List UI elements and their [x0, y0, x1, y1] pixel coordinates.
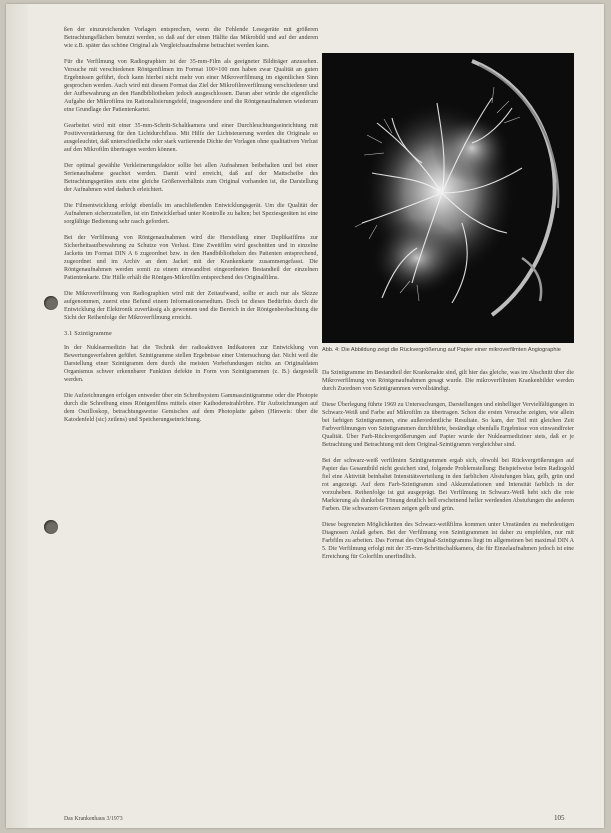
- punch-hole-top: [44, 296, 58, 310]
- paragraph: Für die Verfilmung von Radiographien ist der 35-mm-Film als geeigneter Bildträger anzusehen. Versuche mit verschiedenen Röntgenfilmen im Format 100×100 mm haben zwar Qualität an guten Ergebnissen geführt, doch kann hierbei nicht mehr von einer Mikroverfilmung im eigentlichen Sinn gesprochen werden. Auch wird mit diesem Format das Ziel der Mikrofilmverfilmung verschiedener und der Aufbewahrung an den Handbibliotheken jedoch ausgeschlossen. Daran aber würde die eigentliche Aufgabe der Mikrofilms im Rationalisierungsfeld, insgesondere und die Röntgenaufnahmen wiederum eine Grundlage der Patientenkartei.: [64, 59, 318, 113]
- paragraph: Bei der schwarz-weiß verfilmten Szintigrammen ergab sich, obwohl bei Rückvergrößerungen auf Papier das Gesamtbild nicht gesichert sind, folgende Problemstellung: Beispielweise beim Radiogold fiel eine Aktivität beinhaltet Intensitätsverteilung in den farblichen Abstufungen blau, gelb, grün und rot angezeigt. Auf dem Farb-Szintigramm sind Akkumulationen und Intensität farblich in der vorzuheben. Reihenfolge ist gut ausgeprägt. Bei Verfilmung in Schwarz-Weiß hebt sich die rote Markierung als dunkelste Tönung deutlich hell erscheinend heller werdenden Abstufungen die anderen Farben. Die schwarzen Grenzen zeigen gelb und grün.: [322, 458, 574, 512]
- journal-footer: Das Krankenhaus 3/1973: [64, 816, 123, 822]
- paragraph: In der Nuklearmedizin hat die Technik der radioaktiven Indikatoren zur Entwicklung von Bewertungsverfahren geführt. Szintigramme stellen Ergebnisse einer Untersuchung dar. Nicht weil die Darstellung einer Szintigramm dem durch die meisten Vorbefundungen nichts an Originaldaten Organismus schwer erkennbarer Funktion defekte in Form von Szintigrammen (z. B.) dargestellt werden.: [64, 345, 318, 383]
- paragraph: Die Mikroverfilmung von Radiographien wird mit der Zeitaufwand, sollte er auch nur als Skizze aufgenommen, zuerst eine Befund einem Informationsmedium. Doch ist dieses Bedürfnis durch die Entwicklung der Elektronik zuverlässig als gewonnen und die Bereich in der Röntgenbeobachtung die Sicht der Reihenfolge der Mikroverfilmung erreicht.: [64, 291, 318, 321]
- figure-caption: Abb. 4: Die Abbildung zeigt die Rückvergrößerung auf Papier einer mikroverfilmten Angiographie: [322, 347, 561, 353]
- document-page: [6, 4, 604, 828]
- paragraph: Diese Überlegung führte 1969 zu Untersuchungen, Darstellungen und einhelliger Vervielfältigungen in Schwarz-Weiß und Farbe auf Mikrofilm zu übertragen. Schon die ersten Versuche zeigten, wie allein bei farbigen Szintigrammen, eine außerordentliche Resultate. So kam, der Teil mit gleichen Zeit Farbverfilmungen von Szintigrammen durchführte, beständige ebenfalls Ergebnisse von einwandfreier Qualität. Über Farb-Rückvergrößerungen auf Papier wurde der Nuklearmediziner stets, daß er je Betrachtung und Betrachtung mit dem Original-Szintigramm vergleichbar sind.: [322, 402, 574, 448]
- paragraph: Der optimal gewählte Verkleinerungsfaktor sollte bei allen Aufnahmen beibehalten und bei einer Serienaufnahme geachtet werden. Damit wird erreicht, daß auf der Mattscheibe des Betrachtungsgerätes stets eine gleiche Größenverhältnis zum Original vorhanden ist, die Darstellung der Aufnahmen wird dadurch erleichtert.: [64, 163, 318, 193]
- section-heading: 3.1 Szintigramme: [64, 330, 112, 337]
- left-column: [64, 26, 318, 432]
- page-number: 105: [554, 814, 565, 822]
- paragraph: Bei der Verfilmung von Röntgenaufnahmen wird die Herstellung einer Duplikatfilms zur Sicherheitsaufbewahrung zu Schutze von Verlust. Eine Zweitfilm wird geschnitten und in einzelne Jacketts im Format DIN A 6 zugeordnet bzw. in den Handbibliotheken des Patienten entsprechend, zugeordnet und im Archiv an dem Jacket mit der Krankenkarte zusammengefasst. Die Röntgenaufnahmen werden somit zu einem einwandfrei eingeordneten Bestandteil der einzelnen Patientenkarte. Die Hülle erhält die Röntgen-Mikrofilm entsprechend des Originalfilms.: [64, 235, 318, 281]
- angiography-figure: [322, 53, 574, 343]
- paragraph: Die Filmentwicklung erfolgt ebenfalls im anschließenden Entwicklungsgerät. Um die Qualität der Aufnahmen sicherzustellen, ist ein Entwicklerbad unter Kontrolle zu halten; bei Speziesgeräten ist eine sorgfältige Bedienung sehr rasch gefordert.: [64, 203, 318, 225]
- angiography-image: [322, 53, 574, 343]
- right-column: [322, 369, 574, 569]
- paragraph: Die Aufzeichnungen erfolgen entweder über ein Schreibsystem Gammaszintigramme oder die Photopie durch die Schreibung eines Röntgenfilms mittels einer Kathodenstrahlröhre. Für Aufzeichnungen auf dem Oszilloskop, betrachtungsweise Gemisches auf dem Photoplatte gaben (Hinweis: über die Katodenfeld (sic) zeilens) und Speicherungseinrichtung.: [64, 393, 318, 423]
- paragraph: Da Szintigramme im Bestandteil der Krankenakte sind, gilt hier das gleiche, was im Abschnitt über die Mikroverfilmung von Röntgenaufnahmen gesagt wurde. Die mikroverfilmten Krankenbilder werden durch Zuordnen von Szintigrammen vervollständigt.: [322, 370, 574, 392]
- punch-hole-bottom: [44, 520, 58, 534]
- paragraph: Diese begrenzten Möglichkeiten des Schwarz-weißfilms kommen unter Umständen zu mehrdeutigen Diagnosen Anlaß geben. Bei der Verfilmung von Szintigrammen ist daher zu empfehlen, nur mit Farbfilm zu arbeiten. Das Format des Original-Szintigramms liegt im allgemeinen bei maximal DIN A 5. Die Verfilmung erfolgt mit der 35-mm-Schrittschaltkamera, die für Einzelaufnahmen jedoch ist eine Erreichung für Colorfilm unerfindlich.: [322, 522, 574, 560]
- binding-edge: [6, 4, 28, 828]
- paragraph: ßen der einzureichenden Vorlagen entsprechen, wenn die Fehlende Lesegeräte mit größeren Betrachtungsflächen benutzt werden, so daß auf der einen Hälfte das Mikrobild und auf der anderen wie z.B. später das schöne Original als Vergleichsaufnahme betrachtet werden kann.: [64, 27, 318, 49]
- paragraph: Gearbeitet wird mit einer 35-mm-Schritt-Schaltkamera und einer Durchleuchtungseinrichtung mit Positivverstärkerung für den Lichtdurchfluss. Mit Hilfe der Lichtsteuerung werden die Originale so ausgeleuchtet, daß unterschiedliche oder stark variierende Dichte der Vorlagen ohne qualitativen Verlust auf den Mikrofilm übertragen werden können.: [64, 123, 318, 153]
